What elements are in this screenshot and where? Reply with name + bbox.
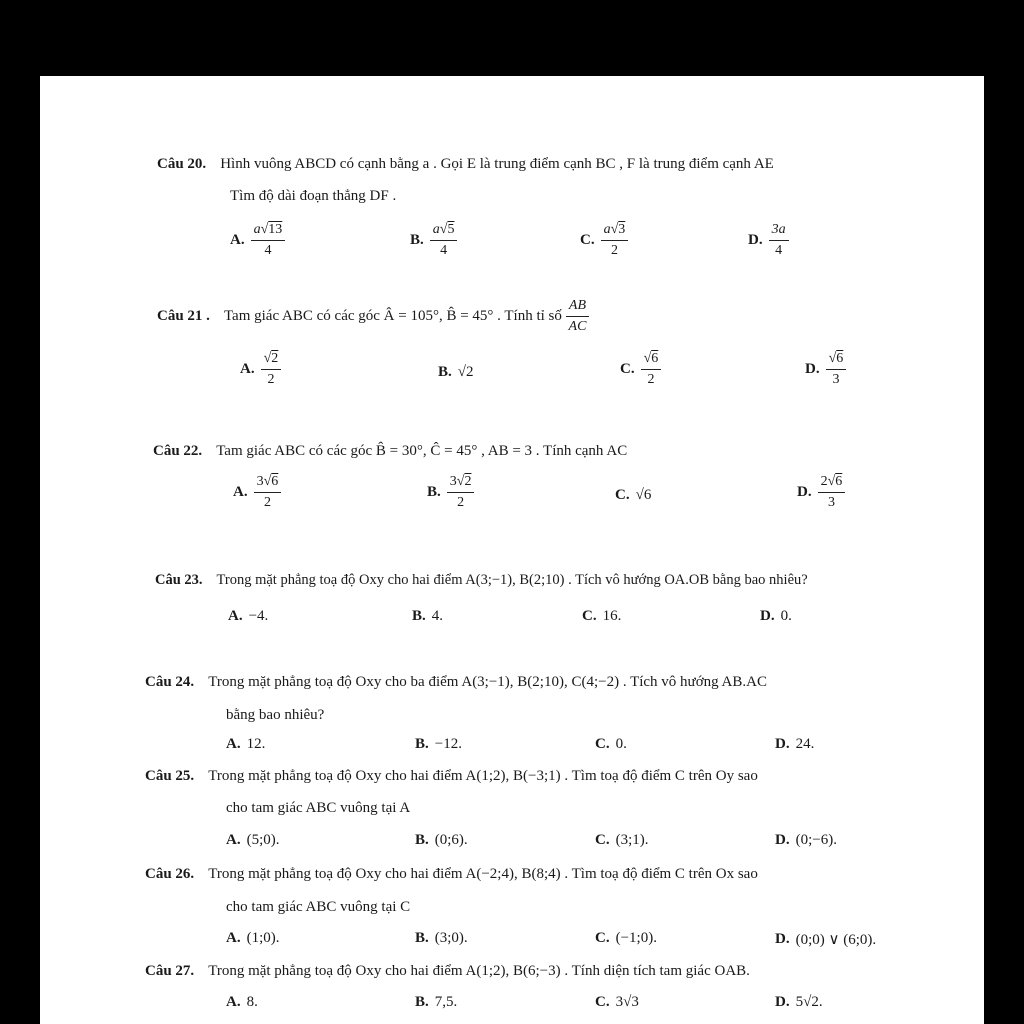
- question-text: Tam giác ABC có các góc B̂ = 30°, Ĉ = 45° , AB = 3 . Tính cạnh AC: [216, 443, 628, 459]
- option-a[interactable]: A. (1;0).: [226, 930, 280, 946]
- question-22: [153, 443, 627, 460]
- question-21: [157, 298, 589, 335]
- option-c[interactable]: C. $\frac{a√3}{2}$: [580, 222, 628, 259]
- question-text: Trong mặt phẳng toạ độ Oxy cho hai điểm A(−2;4), B(8;4) . Tìm toạ độ điểm C trên Ox sao: [208, 866, 758, 882]
- question-24: [145, 674, 767, 691]
- option-c[interactable]: C. 0.: [595, 736, 627, 752]
- question-label: Câu 25.: [145, 768, 195, 784]
- document-page: [40, 76, 984, 1024]
- question-26: [145, 866, 758, 883]
- option-b[interactable]: B. $\frac{a√5}{4}$: [410, 222, 457, 259]
- option-b[interactable]: B. 7,5.: [415, 994, 458, 1010]
- question-text-line2: cho tam giác ABC vuông tại A: [226, 800, 411, 816]
- option-c[interactable]: C. 3√3: [595, 994, 639, 1010]
- option-d[interactable]: D. $\frac{2√6}{3}$: [797, 474, 845, 511]
- option-b[interactable]: B. −12.: [415, 736, 462, 752]
- option-d[interactable]: D. (0;−6).: [775, 832, 837, 848]
- option-d[interactable]: D. 24.: [775, 736, 815, 752]
- option-b[interactable]: B. 4.: [412, 608, 444, 624]
- option-a[interactable]: A. 12.: [226, 736, 266, 752]
- question-23: [155, 572, 808, 589]
- option-c[interactable]: C. 16.: [582, 608, 622, 624]
- question-text: Tam giác ABC có các góc Â = 105°, B̂ = 45° . Tính tỉ số: [223, 308, 562, 325]
- option-d[interactable]: D. $\frac{√6}{3}$: [805, 351, 846, 388]
- option-b[interactable]: B. (3;0).: [415, 930, 468, 946]
- option-d[interactable]: D. 5√2.: [775, 994, 823, 1010]
- option-a[interactable]: A. −4.: [228, 608, 269, 624]
- question-text-line2: bằng bao nhiêu?: [226, 707, 325, 723]
- question-label: Câu 23.: [155, 572, 203, 588]
- question-25: [145, 768, 758, 785]
- question-label: Câu 20.: [157, 156, 207, 172]
- question-text: Trong mặt phẳng toạ độ Oxy cho hai điểm A(3;−1), B(2;10) . Tích vô hướng OA.OB bằng bao nhiêu?: [216, 572, 808, 588]
- option-d[interactable]: D. $\frac{3a}{4}$: [748, 222, 789, 259]
- question-27: [145, 963, 750, 980]
- question-20: [157, 156, 774, 173]
- option-b[interactable]: B. $\frac{3√2}{2}$: [427, 474, 474, 511]
- option-b[interactable]: B. √2: [438, 364, 474, 380]
- option-a[interactable]: A. $\frac{a√13}{4}$: [230, 222, 285, 259]
- question-label: Câu 27.: [145, 963, 195, 979]
- option-c[interactable]: C. $\frac{√6}{2}$: [620, 351, 661, 388]
- option-a[interactable]: A. 8.: [226, 994, 258, 1010]
- option-b[interactable]: B. (0;6).: [415, 832, 468, 848]
- question-text: Trong mặt phẳng toạ độ Oxy cho hai điểm A(1;2), B(6;−3) . Tính diện tích tam giác OAB.: [208, 963, 750, 979]
- option-c[interactable]: C. (−1;0).: [595, 930, 657, 946]
- question-label: Câu 26.: [145, 866, 195, 882]
- option-c[interactable]: C. (3;1).: [595, 832, 649, 848]
- option-a[interactable]: A. $\frac{3√6}{2}$: [233, 474, 281, 511]
- question-text-line2: Tìm độ dài đoạn thẳng DF .: [230, 188, 397, 204]
- question-text: Trong mặt phẳng toạ độ Oxy cho ba điểm A(3;−1), B(2;10), C(4;−2) . Tích vô hướng AB.AC: [208, 674, 767, 690]
- option-d[interactable]: D. 0.: [760, 608, 792, 624]
- option-c[interactable]: C. √6: [615, 487, 652, 503]
- question-label: Câu 21 .: [157, 308, 210, 325]
- option-a[interactable]: A. (5;0).: [226, 832, 280, 848]
- option-d[interactable]: D. (0;0) ∨ (6;0).: [775, 931, 877, 948]
- question-label: Câu 24.: [145, 674, 195, 690]
- question-text: Trong mặt phẳng toạ độ Oxy cho hai điểm A(1;2), B(−3;1) . Tìm toạ độ điểm C trên Oy sao: [208, 768, 758, 784]
- question-label: Câu 22.: [153, 443, 203, 459]
- ratio-fraction: $\frac{AB}{AC}$: [566, 298, 589, 335]
- question-text: Hình vuông ABCD có cạnh bằng a . Gọi E là trung điểm cạnh BC , F là trung điểm cạnh AE: [220, 156, 774, 172]
- question-text-line2: cho tam giác ABC vuông tại C: [226, 899, 411, 915]
- option-a[interactable]: A. $\frac{√2}{2}$: [240, 351, 281, 388]
